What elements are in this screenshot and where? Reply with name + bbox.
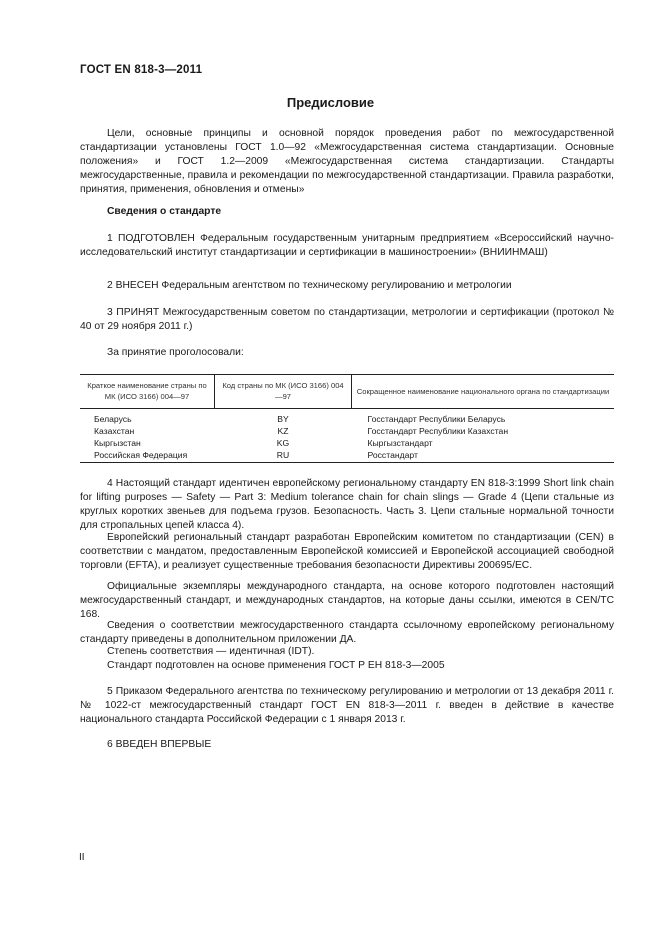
item-3-paragraph: 3 ПРИНЯТ Межгосударственным советом по стандартизации, метрологии и сертификации (протокол № 40 от 29 ноября 2011 г.) [80,307,614,332]
table-cell-code: KG [276,438,290,448]
item-4-paragraph: 4 Настоящий стандарт идентичен европейскому региональному стандарту EN 818-3:1999 Short link chain for lifting purposes — Safety — Part 3: Medium tolerance chain for chain slings — Grade 4 (Цепи стальные из круглых коротких звеньев для подъема грузов. Безопасность. Часть 3. Цепи стальные нормальной точности для стропальных цепей класса 4). [80,478,614,531]
page-number: II [79,852,85,863]
table-header-country: Краткое наименование страны по МК (ИСО 3166) 004—97 [80,375,215,409]
table-cell-body: Кыргызстандарт [367,438,433,448]
table-header-body: Сокращенное наименование национального органа по стандартизации [352,375,615,409]
voting-countries-table [80,374,614,463]
item-5-paragraph: 5 Приказом Федерального агентства по техническому регулированию и метрологии от 13 декабря 2011 г. № 1022-ст межгосударственный стандарт ГОСТ EN 818-3—2011 г. введен в действие в качестве национального стандарта Российской Федерации с 1 января 2013 г. [80,686,614,725]
page-title: Предисловие [286,95,375,110]
table-cell-country: Казахстан [94,426,135,436]
table-cell-country: Беларусь [94,414,132,424]
item-4-cen-paragraph: Европейский региональный стандарт разработан Европейским комитетом по стандартизации (CEN) в соответствии с мандатом, предоставленным Европейской комиссией и Европейской ассоциацией свободной торговли (EFTA), и реализует существенные требования безопасности Директивы 200695/EC. [80,532,614,571]
intro-paragraph: Цели, основные принципы и основной порядок проведения работ по межгосударственной стандартизации установлены ГОСТ 1.0—92 «Межгосударственная система стандартизации. Основные положения» и ГОСТ 1.2—2009 «Межгосударственная система стандартизации. Стандарты межгосударственные, правила и рекомендации по межгосударственной стандартизации. Правила разработки, принятия, применения, обновления и отмены» [80,128,614,195]
item-1-paragraph: 1 ПОДГОТОВЛЕН Федеральным государственным унитарным предприятием «Всероссийский научно-исследовательский институт стандартизации и сертификации в машиностроении» (ВНИИНМАШ) [80,233,614,258]
standard-code-header: ГОСТ EN 818-3—2011 [80,64,203,76]
table-cell-country: Кыргызстан [94,438,141,448]
section-heading: Сведения о стандарте [107,206,222,217]
item-4-conformity-paragraph: Сведения о соответствии межгосударственного стандарта ссылочному европейскому региональному стандарту приведены в дополнительном приложении ДА. [80,620,614,645]
item-4-official-copies-paragraph: Официальные экземпляры международного стандарта, на основе которого подготовлен настоящий межгосударственный стандарт, и международных стандартов, на которые даны ссылки, имеются в CEN/TC 168. [80,581,614,620]
table-row [80,437,614,449]
item-4-degree-paragraph: Степень соответствия — идентичная (IDT). [107,646,315,657]
table-cell-body: Росстандарт [352,449,615,463]
table-row [80,409,614,426]
item-2-paragraph: 2 ВНЕСЕН Федеральным агентством по техническому регулированию и метрологии [107,280,512,291]
table-row [80,425,614,437]
table-header-code: Код страны по МК (ИСО 3166) 004—97 [215,375,352,409]
table-cell-code: RU [215,449,352,463]
table-cell-body: Госстандарт Республики Беларусь [367,414,506,424]
table-header-row [80,375,614,409]
voted-label: За принятие проголосовали: [107,347,244,358]
table-cell-code: KZ [277,426,289,436]
table-cell-body: Госстандарт Республики Казахстан [367,426,509,436]
item-4-basis-paragraph: Стандарт подготовлен на основе применения ГОСТ Р ЕН 818-3—2005 [107,660,445,671]
table-row [80,449,614,463]
item-6-paragraph: 6 ВВЕДЕН ВПЕРВЫЕ [107,739,212,750]
table-cell-country: Российская Федерация [80,449,215,463]
table-cell-code: BY [277,414,289,424]
